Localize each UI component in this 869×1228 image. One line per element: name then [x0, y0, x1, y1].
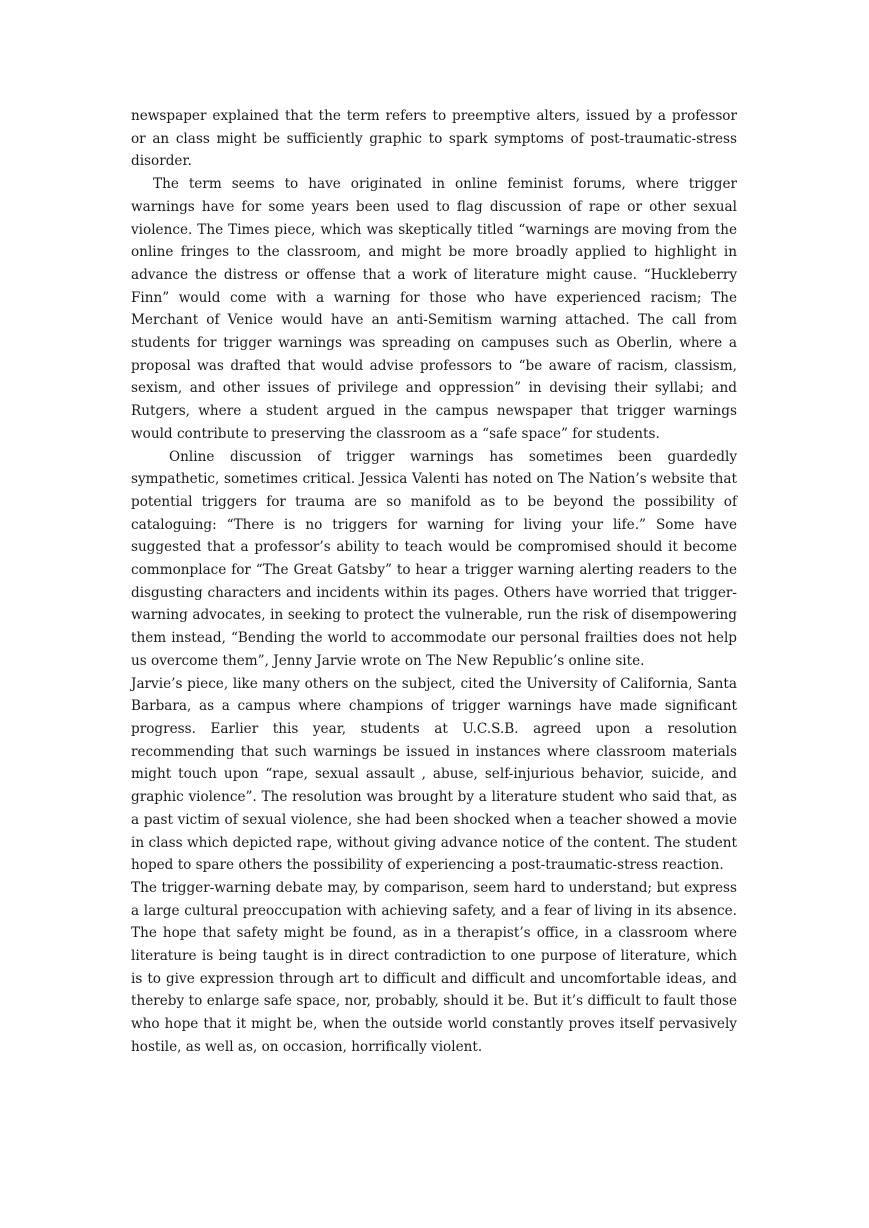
paragraph-2: The term seems to have originated in online feminist forums, where trigger warnings have for some years been used to flag discussion of rape or other sexual violence. The Times piece, which was skeptically titled “warnings are moving from the online fringes to the classroom, and might be more broadly applied to highlight in advance the distress or offense that a work of literature might cause. “Huckleberry Finn” would come with a warning for those who have experienced racism; The Merchant of Venice would have an anti-Semitism warning attached. The call from students for trigger warnings was spreading on campuses such as Oberlin, where a proposal was drafted that would advise professors to “be aware of racism, classism, sexism, and other issues of privilege and oppression” in devising their syllabi; and Rutgers, where a student argued in the campus newspaper that trigger warnings would contribute to preserving the classroom as a “safe space” for students.	[131, 176, 737, 442]
paragraph-3: Online discussion of trigger warnings has sometimes been guardedly sympathetic, sometimes critical. Jessica Valenti has noted on The Nation’s website that potential triggers for trauma are so manifold as to be beyond the possibility of cataloguing: “There is no triggers for warning for living your life.” Some have suggested that a professor’s ability to teach would be compromised should it become commonplace for “The Great Gatsby” to hear a trigger warning alerting readers to the disgusting characters and incidents within its pages. Others have worried that trigger-warning advocates, in seeking to protect the vulnerable, run the risk of disempowering them instead, “Bending the world to accommodate our personal frailties does not help us overcome them”, Jenny Jarvie wrote on The New Republic’s online site.	[131, 448, 737, 669]
paragraph-5: The trigger-warning debate may, by comparison, seem hard to understand; but express a large cultural preoccupation with achieving safety, and a fear of living in its absence. The hope that safety might be found, as in a therapist’s office, in a classroom where literature is being taught is in direct contradiction to one purpose of literature, which is to give expression through art to difficult and difficult and uncomfortable ideas, and thereby to enlarge safe space, nor, probably, should it be. But it’s difficult to fault those who hope that it might be, when the outside world constantly proves itself pervasively hostile, as well as, on occasion, horrifically violent.	[131, 879, 737, 1055]
paragraph-1: newspaper explained that the term refers to preemptive alters, issued by a professor or an class might be sufficiently graphic to spark symptoms of post-traumatic-stress disorder.	[131, 108, 737, 170]
document-body	[131, 105, 737, 1059]
paragraph-4: Jarvie’s piece, like many others on the subject, cited the University of California, Santa Barbara, as a campus where champions of trigger warnings have made significant progress. Earlier this year, students at U.C.S.B. agreed upon a resolution recommending that such warnings be issued in instances where classroom materials might touch upon “rape, sexual assault , abuse, self-injurious behavior, suicide, and graphic violence”. The resolution was brought by a literature student who said that, as a past victim of sexual violence, she had been shocked when a teacher showed a movie in class which depicted rape, without giving advance notice of the content. The student hoped to spare others the possibility of experiencing a post-traumatic-stress reaction.	[131, 675, 737, 874]
